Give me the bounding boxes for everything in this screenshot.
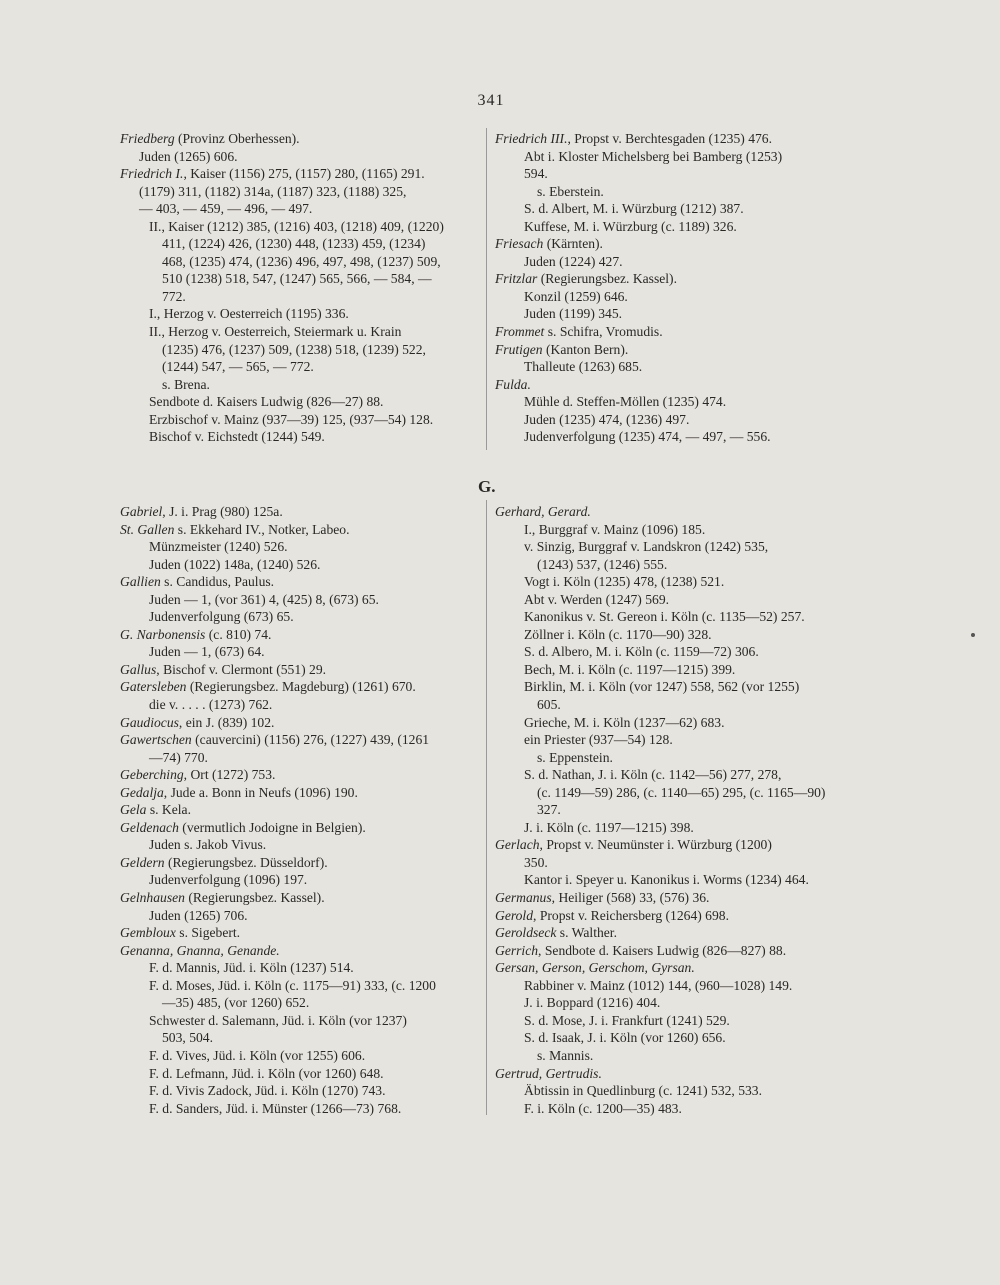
index-text: F. i. Köln (c. 1200—35) 483. [524, 1100, 682, 1116]
index-line [495, 801, 860, 819]
index-text: (Regierungsbez. Kassel). [184, 890, 325, 906]
index-text: Mühle d. Steffen-Möllen (1235) 474. [524, 394, 727, 410]
index-line [495, 538, 860, 556]
index-line [495, 341, 860, 359]
index-line [495, 411, 860, 429]
index-text: I., Burggraf v. Mainz (1096) 185. [524, 521, 706, 537]
index-text: v. Sinzig, Burggraf v. Landskron (1242) 535, [524, 539, 769, 555]
index-text: 327. [537, 802, 561, 818]
index-line [495, 1012, 860, 1030]
index-line [120, 854, 485, 872]
index-headword: Gallus [120, 661, 157, 677]
index-line [120, 889, 485, 907]
index-line [495, 731, 860, 749]
index-line [120, 376, 485, 394]
index-line [495, 270, 860, 288]
index-text: Juden (1265) 706. [149, 907, 248, 923]
index-headword: Geberching [120, 767, 184, 783]
index-text: , Jude a. Bonn in Neufs (1096) 190. [163, 784, 358, 800]
index-headword: Friedrich III. [495, 131, 568, 146]
index-headword: Frutigen [495, 341, 543, 357]
index-text: s. Mannis. [537, 1047, 594, 1063]
index-text: Grieche, M. i. Köln (1237—62) 683. [524, 714, 725, 730]
index-line [495, 253, 860, 271]
index-text: (Kanton Bern). [542, 341, 629, 357]
index-line [120, 253, 485, 271]
index-line [120, 538, 485, 556]
index-line [120, 1012, 485, 1030]
index-line [495, 358, 860, 376]
index-headword: Gerold [495, 907, 534, 923]
index-text: ein Priester (937—54) 128. [524, 732, 673, 748]
index-line [120, 1029, 485, 1047]
index-line [495, 766, 860, 784]
index-text: , Propst v. Reichersberg (1264) 698. [533, 907, 729, 923]
index-headword: Gersan, Gerson, Gerschom, Gyrsan. [495, 960, 695, 976]
index-text: Juden (1022) 148a, (1240) 526. [149, 556, 321, 572]
index-line [120, 183, 485, 201]
index-headword: Gabriel [120, 504, 163, 519]
index-text: J. i. Boppard (1216) 404. [524, 995, 661, 1011]
index-line [495, 573, 860, 591]
index-text: Juden — 1, (vor 361) 4, (425) 8, (673) 65. [149, 591, 379, 607]
index-line [120, 200, 485, 218]
index-text: Juden — 1, (673) 64. [149, 644, 265, 660]
index-line [495, 1029, 860, 1047]
index-headword: Fritzlar [495, 271, 538, 287]
index-line [495, 556, 860, 574]
index-text: Münzmeister (1240) 526. [149, 539, 288, 555]
index-headword: Gelnhausen [120, 890, 185, 906]
index-headword: Gertrud, Gertrudis. [495, 1065, 602, 1081]
index-line [495, 959, 860, 977]
index-line [120, 1047, 485, 1065]
index-text: s. Ekkehard IV., Notker, Labeo. [174, 521, 350, 537]
index-line [495, 503, 860, 521]
index-headword: Gawertschen [120, 732, 192, 748]
index-text: Bischof v. Eichstedt (1244) 549. [149, 429, 325, 445]
index-text: Äbtissin in Quedlinburg (c. 1241) 532, 533. [524, 1083, 763, 1099]
index-text: s. Eppenstein. [537, 749, 613, 765]
index-headword: Germanus [495, 890, 552, 906]
index-line [495, 836, 860, 854]
index-line [120, 871, 485, 889]
index-headword: Friesach [495, 236, 544, 252]
index-text: Juden (1235) 474, (1236) 497. [524, 411, 690, 427]
index-text: Juden (1265) 606. [139, 148, 238, 164]
index-text: II., Kaiser (1212) 385, (1216) 403, (1218) 409, (1220) [149, 218, 444, 234]
index-line [120, 819, 485, 837]
index-text: (1179) 311, (1182) 314a, (1187) 323, (1188) 325, [139, 183, 407, 199]
index-text: J. i. Köln (c. 1197—1215) 398. [524, 819, 694, 835]
index-line [495, 165, 860, 183]
index-line [495, 977, 860, 995]
index-text: F. d. Mannis, Jüd. i. Köln (1237) 514. [149, 960, 354, 976]
index-line [495, 994, 860, 1012]
index-line [120, 994, 485, 1012]
index-text: s. Sigebert. [175, 925, 241, 941]
index-text: s. Kela. [146, 802, 191, 818]
index-line [120, 907, 485, 925]
index-line [495, 942, 860, 960]
index-line [495, 183, 860, 201]
index-text: — 403, — 459, — 496, — 497. [139, 201, 313, 217]
index-line [120, 766, 485, 784]
upper-left-column [120, 130, 485, 446]
index-text: Kanonikus v. St. Gereon i. Köln (c. 1135—52) 257. [524, 609, 805, 625]
index-line [120, 836, 485, 854]
index-text: (1235) 476, (1237) 509, (1238) 518, (1239) 522, [162, 341, 426, 357]
index-line [495, 854, 860, 872]
index-text: Schwester d. Salemann, Jüd. i. Köln (vor 1237) [149, 1012, 407, 1028]
index-line [120, 696, 485, 714]
index-text: (Kärnten). [543, 236, 603, 252]
index-text: Thalleute (1263) 685. [524, 359, 643, 375]
lower-left-column [120, 503, 485, 1117]
index-line [120, 924, 485, 942]
index-line [120, 393, 485, 411]
index-line [495, 148, 860, 166]
index-headword: St. Gallen [120, 521, 175, 537]
index-line [495, 235, 860, 253]
index-headword: Gaudiocus [120, 714, 179, 730]
index-text: Konzil (1259) 646. [524, 288, 628, 304]
index-headword: Geldenach [120, 819, 179, 835]
index-line [495, 393, 860, 411]
index-text: 503, 504. [162, 1030, 213, 1046]
index-line [120, 1065, 485, 1083]
index-line [495, 889, 860, 907]
index-line [495, 924, 860, 942]
index-headword: Gerlach [495, 837, 540, 853]
index-text: 411, (1224) 426, (1230) 448, (1233) 459, (1234) [162, 236, 426, 252]
index-line [495, 696, 860, 714]
index-text: S. d. Isaak, J. i. Köln (vor 1260) 656. [524, 1030, 726, 1046]
index-text: Judenverfolgung (1096) 197. [149, 872, 308, 888]
index-text: Juden s. Jakob Vivus. [149, 837, 267, 853]
index-text: (Regierungsbez. Magdeburg) (1261) 670. [186, 679, 416, 695]
index-line [120, 626, 485, 644]
index-line [120, 678, 485, 696]
index-headword: Gerhard, Gerard. [495, 504, 591, 519]
index-text: I., Herzog v. Oesterreich (1195) 336. [149, 306, 349, 322]
index-line [495, 521, 860, 539]
index-text: s. Candidus, Paulus. [160, 574, 275, 590]
index-text: Sendbote d. Kaisers Ludwig (826—27) 88. [149, 394, 384, 410]
index-line [495, 1065, 860, 1083]
index-text: S. d. Albert, M. i. Würzburg (1212) 387. [524, 201, 744, 217]
index-text: F. d. Vivis Zadock, Jüd. i. Köln (1270) 743. [149, 1083, 386, 1099]
index-text: Abt i. Kloster Michelsberg bei Bamberg (1253) [524, 148, 783, 164]
index-text: 510 (1238) 518, 547, (1247) 565, 566, — 584, — [162, 271, 432, 287]
index-text: , Kaiser (1156) 275, (1157) 280, (1165) 291. [183, 166, 425, 182]
index-line [120, 942, 485, 960]
index-headword: Frommet [495, 324, 545, 340]
index-line [495, 871, 860, 889]
index-line [495, 661, 860, 679]
index-text: s. Walther. [556, 925, 617, 941]
index-line [120, 749, 485, 767]
index-line [120, 591, 485, 609]
index-text: S. d. Nathan, J. i. Köln (c. 1142—56) 277, 278, [524, 767, 782, 783]
index-line [495, 643, 860, 661]
index-headword: Friedrich I. [120, 166, 184, 182]
index-text: s. Schifra, Vromudis. [544, 324, 663, 340]
index-text: Bech, M. i. Köln (c. 1197—1215) 399. [524, 661, 736, 677]
index-text: Abt v. Werden (1247) 569. [524, 591, 670, 607]
index-line [120, 1082, 485, 1100]
index-headword: G. Narbonensis [120, 626, 206, 642]
index-text: , Propst v. Neumünster i. Würzburg (1200) [539, 837, 772, 853]
index-line [495, 305, 860, 323]
index-headword: Gembloux [120, 925, 176, 941]
index-text: s. Eberstein. [537, 183, 604, 199]
index-text: , Bischof v. Clermont (551) 29. [156, 661, 327, 677]
index-line [495, 323, 860, 341]
index-text: F. d. Sanders, Jüd. i. Münster (1266—73) 768. [149, 1100, 402, 1116]
index-text: II., Herzog v. Oesterreich, Steiermark u. Krain [149, 324, 402, 340]
column-divider-lower [486, 500, 487, 1115]
index-line [495, 626, 860, 644]
index-line [120, 1100, 485, 1118]
index-line [120, 218, 485, 236]
index-text: 605. [537, 697, 561, 713]
stray-mark [971, 633, 975, 637]
index-text: Judenverfolgung (1235) 474, — 497, — 556. [524, 429, 771, 445]
index-text: Rabbiner v. Mainz (1012) 144, (960—1028) 149. [524, 977, 793, 993]
index-text: 350. [524, 854, 548, 870]
index-text: Birklin, M. i. Köln (vor 1247) 558, 562 (vor 1255) [524, 679, 800, 695]
index-headword: Gerrich [495, 942, 539, 958]
index-line [120, 661, 485, 679]
lower-right-column [495, 503, 860, 1117]
index-line [495, 1100, 860, 1118]
index-headword: Fulda. [495, 376, 531, 392]
index-line [495, 678, 860, 696]
index-line [120, 977, 485, 995]
index-line [120, 165, 485, 183]
index-text: 468, (1235) 474, (1236) 496, 497, 498, (1237) 509, [162, 253, 441, 269]
index-line [495, 1047, 860, 1065]
index-line [120, 323, 485, 341]
index-text: , ein J. (839) 102. [178, 714, 275, 730]
index-line [120, 714, 485, 732]
index-line [120, 643, 485, 661]
index-line [120, 428, 485, 446]
index-headword: Geldern [120, 854, 165, 870]
index-text: (1243) 537, (1246) 555. [537, 556, 668, 572]
index-headword: Gedalja [120, 784, 164, 800]
index-text: (vermutlich Jodoigne in Belgien). [178, 819, 366, 835]
section-letter: G. [478, 477, 496, 496]
index-text: S. d. Mose, J. i. Frankfurt (1241) 529. [524, 1012, 730, 1028]
index-text: , Heiliger (568) 33, (576) 36. [551, 890, 710, 906]
index-text: (1244) 547, — 565, — 772. [162, 359, 314, 375]
index-headword: Gallien [120, 574, 161, 590]
index-line [495, 288, 860, 306]
index-text: Juden (1199) 345. [524, 306, 623, 322]
index-line [495, 591, 860, 609]
index-text: (Regierungsbez. Kassel). [537, 271, 677, 287]
index-line [120, 305, 485, 323]
index-line [495, 428, 860, 446]
index-line [495, 1082, 860, 1100]
index-text: s. Brena. [162, 376, 210, 392]
index-text: (Regierungsbez. Düsseldorf). [164, 854, 328, 870]
index-line [495, 749, 860, 767]
index-line [120, 341, 485, 359]
index-line [120, 521, 485, 539]
index-text: Zöllner i. Köln (c. 1170—90) 328. [524, 626, 712, 642]
index-text: , Sendbote d. Kaisers Ludwig (826—827) 88. [538, 942, 787, 958]
index-line [120, 573, 485, 591]
index-line [120, 288, 485, 306]
index-text: Judenverfolgung (673) 65. [149, 609, 294, 625]
index-text: (c. 810) 74. [205, 626, 272, 642]
index-line [120, 556, 485, 574]
index-text: —35) 485, (vor 1260) 652. [162, 995, 310, 1011]
index-text: 594. [524, 166, 548, 182]
index-text: —74) 770. [149, 749, 208, 765]
index-headword: Gela [120, 802, 147, 818]
upper-right-column [495, 130, 860, 446]
index-line [495, 200, 860, 218]
index-line [120, 731, 485, 749]
index-line [120, 411, 485, 429]
index-line [120, 148, 485, 166]
index-text: , J. i. Prag (980) 125a. [162, 504, 283, 519]
page-number: 341 [477, 92, 505, 109]
index-text: (Provinz Oberhessen). [174, 131, 300, 146]
index-line [495, 907, 860, 925]
index-line [495, 130, 860, 148]
index-text: , Ort (1272) 753. [183, 767, 276, 783]
index-line [120, 358, 485, 376]
index-headword: Friedberg [120, 131, 175, 146]
index-line [120, 270, 485, 288]
index-text: F. d. Lefmann, Jüd. i. Köln (vor 1260) 648. [149, 1065, 384, 1081]
index-text: Kantor i. Speyer u. Kanonikus i. Worms (1234) 464. [524, 872, 809, 888]
index-line [120, 503, 485, 521]
index-text: (c. 1149—59) 286, (c. 1140—65) 295, (c. 1165—90) [537, 784, 826, 800]
index-text: (cauvercini) (1156) 276, (1227) 439, (1261 [191, 732, 430, 748]
index-text: 772. [162, 288, 186, 304]
index-line [495, 218, 860, 236]
index-line [495, 608, 860, 626]
index-line [495, 819, 860, 837]
index-text: Vogt i. Köln (1235) 478, (1238) 521. [524, 574, 725, 590]
index-line [495, 784, 860, 802]
index-text: die v. . . . . (1273) 762. [149, 697, 273, 713]
index-line [120, 608, 485, 626]
index-text: Erzbischof v. Mainz (937—39) 125, (937—54) 128. [149, 411, 434, 427]
index-text: , Propst v. Berchtesgaden (1235) 476. [567, 131, 772, 146]
index-line [495, 376, 860, 394]
index-line [495, 714, 860, 732]
column-divider-upper [486, 128, 487, 450]
index-line [120, 784, 485, 802]
index-line [120, 801, 485, 819]
index-text: Kuffese, M. i. Würzburg (c. 1189) 326. [524, 218, 737, 234]
index-text: F. d. Vives, Jüd. i. Köln (vor 1255) 606. [149, 1047, 366, 1063]
index-line [120, 235, 485, 253]
index-text: F. d. Moses, Jüd. i. Köln (c. 1175—91) 333, (c. 1200 [149, 977, 436, 993]
index-headword: Genanna, Gnanna, Genande. [120, 942, 280, 958]
index-line [120, 130, 485, 148]
index-text: S. d. Albero, M. i. Köln (c. 1159—72) 306. [524, 644, 759, 660]
index-headword: Geroldseck [495, 925, 557, 941]
index-text: Juden (1224) 427. [524, 253, 623, 269]
index-headword: Gatersleben [120, 679, 187, 695]
index-line [120, 959, 485, 977]
